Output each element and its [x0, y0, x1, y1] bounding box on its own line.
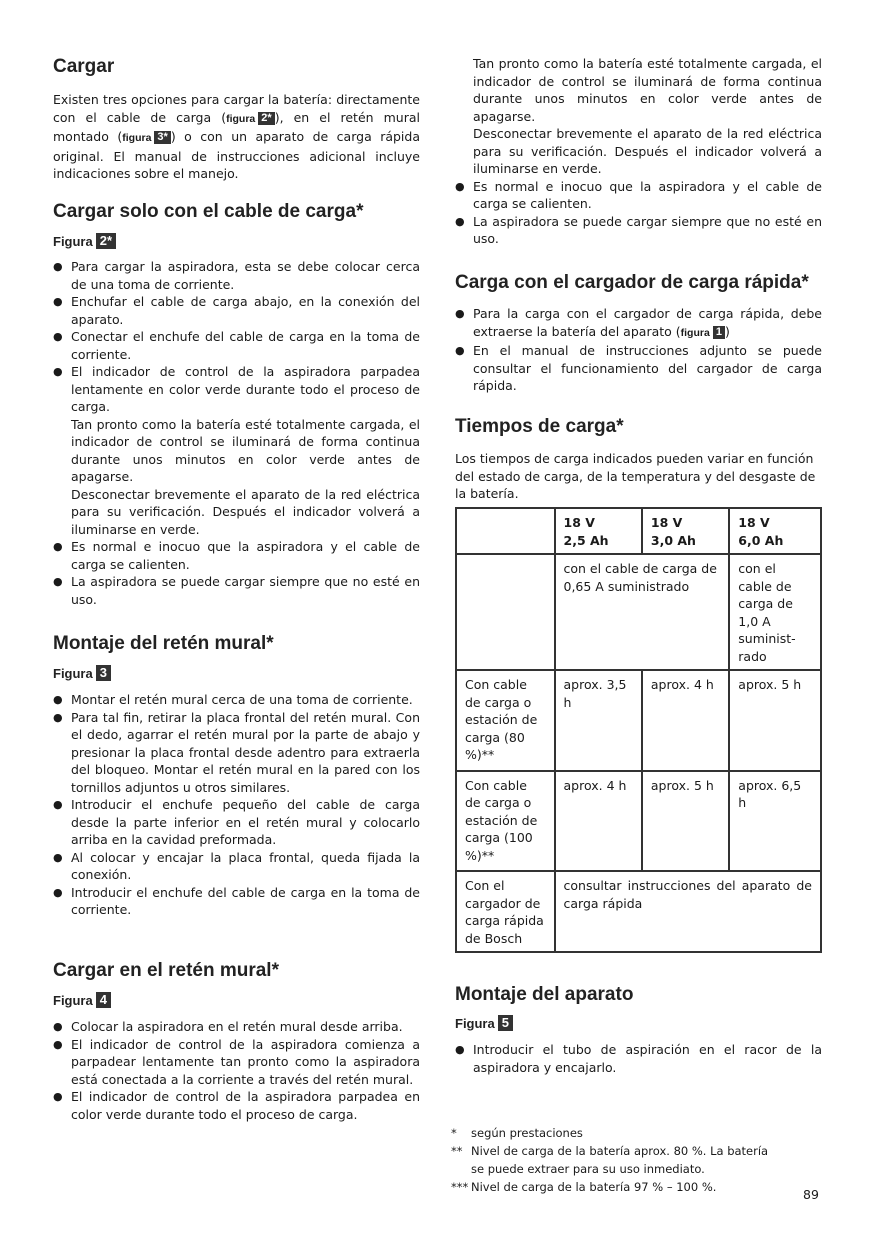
montaje-list: [53, 691, 420, 919]
cable-list: [53, 258, 420, 608]
table-header-row: [456, 508, 821, 554]
section-title-reten: Cargar en el retén mural*: [53, 960, 279, 981]
footnote: ** Nivel de carga de la batería aprox. 80 %. La batería: [451, 1144, 769, 1158]
table-cell: con el cable de carga de 1,0 A suminist-rado: [729, 554, 821, 670]
list-item: ● Es normal e inocuo que la aspiradora y el cable de carga se calienten.: [53, 538, 420, 573]
list-item-continuation: Desconectar brevemente el aparato de la red eléctrica para su verificación. Después el indicador volverá a iluminarse en verde.: [473, 126, 822, 176]
list-item: ● Para cargar la aspiradora, esta se debe colocar cerca de una toma de corriente.: [53, 258, 420, 293]
list-item: ● Colocar la aspiradora en el retén mural desde arriba.: [53, 1018, 420, 1036]
list-item-continuation: Tan pronto como la batería esté totalmente cargada, el indicador de control se iluminará de forma continua durante unos minutos en color verde antes de apagarse.: [71, 416, 420, 484]
table-cell: con el cable de carga de 0,65 A suministrado: [555, 554, 730, 670]
figure-label: Figura 4: [53, 992, 111, 1008]
charge-time-table: [455, 507, 822, 953]
list-item-continuation: Desconectar brevemente el aparato de la red eléctrica para su verificación. Después el indicador volverá a iluminarse en verde.: [71, 486, 420, 537]
list-item: ● La aspiradora se puede cargar siempre que no esté en uso.: [53, 573, 420, 608]
figure-ref: figura: [226, 112, 256, 125]
reten-list: [53, 1018, 420, 1123]
figure-ref: figura: [122, 132, 152, 144]
cargar-paragraph: Existen tres opciones para cargar la batería: directamente con el cable de carga (figura 2* ), en el retén mural montado (figura 3* ) o con un aparato de carga rápida original. El manual de instrucciones adicional incluye indicaciones sobre el manejo.: [53, 92, 421, 181]
table-cell: [456, 508, 555, 554]
table-cell: [456, 554, 555, 670]
list-item: ● Introducir el tubo de aspiración en el racor de la aspiradora y encajarlo.: [455, 1041, 822, 1076]
figure-label: Figura 5: [455, 1015, 513, 1031]
section-title-aparato: Montaje del aparato: [455, 984, 634, 1005]
table-row: [456, 771, 821, 872]
footnote: *** Nivel de carga de la batería 97 % – 100 %.: [451, 1180, 717, 1194]
list-item: ● Enchufar el cable de carga abajo, en la conexión del aparato.: [53, 293, 420, 328]
table-row-label: Con el cargador de carga rápida de Bosch: [456, 871, 555, 952]
list-item: ● En el manual de instrucciones adjunto se puede consultar el funcionamiento del cargador de carga rápida.: [455, 342, 822, 395]
list-item: ● Para tal fin, retirar la placa frontal del retén mural. Con el dedo, agarrar el retén mural por la parte de abajo y presionar la placa frontal desde adentro para extraerla del bloqueo. Montar el retén mural en la pared con los tornillos adjuntos u otros similares.: [53, 709, 420, 797]
table-row-label: Con cable de carga o estación de carga (80 %)**: [456, 670, 555, 771]
list-item: ● Montar el retén mural cerca de una toma de corriente.: [53, 691, 420, 709]
list-item: ● El indicador de control de la aspiradora parpadea lentamente en color verde durante todo el proceso de carga.: [53, 363, 420, 416]
list-item: ● Conectar el enchufe del cable de carga en la toma de corriente.: [53, 328, 420, 363]
figure-label: Figura 2*: [53, 233, 116, 249]
tiempos-intro: Los tiempos de carga indicados pueden variar en función del estado de carga, de la temperatura y del desgaste de la batería.: [455, 451, 816, 501]
section-title-cable: Cargar solo con el cable de carga*: [53, 201, 364, 222]
table-row: [456, 871, 821, 952]
table-cell: aprox. 6,5 h: [729, 771, 821, 872]
table-header-cell: 18 V 6,0 Ah: [729, 508, 821, 554]
table-cell: consultar instrucciones del aparato de carga rápida: [555, 871, 822, 952]
list-item: ● Al colocar y encajar la placa frontal, queda fijada la conexión.: [53, 849, 420, 884]
figure-badge: 2*: [96, 233, 116, 249]
table-cell: aprox. 5 h: [642, 771, 729, 872]
section-title-montaje: Montaje del retén mural*: [53, 633, 274, 654]
section-title-tiempos: Tiempos de carga*: [455, 416, 624, 437]
figure-badge: 3*: [154, 131, 170, 144]
table-header-cell: 18 V 2,5 Ah: [555, 508, 642, 554]
figure-badge: 1: [713, 326, 725, 339]
list-item: ● El indicador de control de la aspiradora comienza a parpadear lentamente tan pronto como la aspiradora está conectada a la corriente a través del retén mural.: [53, 1036, 420, 1089]
figure-badge: 4: [96, 992, 111, 1008]
figure-ref: figura: [680, 326, 710, 339]
section-title-cargar: Cargar: [53, 56, 115, 77]
aparato-list: [455, 1041, 822, 1076]
figure-label: Figura 3: [53, 665, 111, 681]
footnote: * según prestaciones: [451, 1126, 583, 1140]
list-item: ● Introducir el enchufe pequeño del cable de carga desde la parte inferior en el retén mural y colocarlo arriba en la cavidad preformada.: [53, 796, 420, 849]
list-item: ● Para la carga con el cargador de carga rápida, debe extraerse la batería del aparato (figura 1 ): [455, 305, 822, 342]
rapida-list: [455, 305, 822, 395]
table-row: [456, 670, 821, 771]
table-row: [456, 554, 821, 670]
table-cell: aprox. 3,5 h: [555, 670, 642, 771]
list-item: ● Introducir el enchufe del cable de carga en la toma de corriente.: [53, 884, 420, 919]
figure-badge: 5: [498, 1015, 513, 1031]
list-item: ● La aspiradora se puede cargar siempre que no esté en uso.: [455, 213, 822, 248]
list-item: ● Es normal e inocuo que la aspiradora y el cable de carga se calienten.: [455, 178, 822, 213]
list-item-continuation: Tan pronto como la batería esté totalmente cargada, el indicador de control se iluminará de forma continua durante unos minutos en color verde antes de apagarse.: [473, 56, 822, 124]
figure-badge: 2*: [258, 112, 274, 125]
table-cell: aprox. 4 h: [642, 670, 729, 771]
table-cell: aprox. 5 h: [729, 670, 821, 771]
list-item: ● El indicador de control de la aspiradora parpadea en color verde durante todo el proceso de carga.: [53, 1088, 420, 1123]
figure-badge: 3: [96, 665, 111, 681]
continued-list: [455, 55, 822, 248]
table-cell: aprox. 4 h: [555, 771, 642, 872]
section-title-rapida: Carga con el cargador de carga rápida*: [455, 272, 809, 293]
table-row-label: Con cable de carga o estación de carga (100 %)**: [456, 771, 555, 872]
table-header-cell: 18 V 3,0 Ah: [642, 508, 729, 554]
page-number: 89: [803, 1187, 819, 1202]
footnote-continuation: se puede extraer para su uso inmediato.: [471, 1162, 705, 1176]
